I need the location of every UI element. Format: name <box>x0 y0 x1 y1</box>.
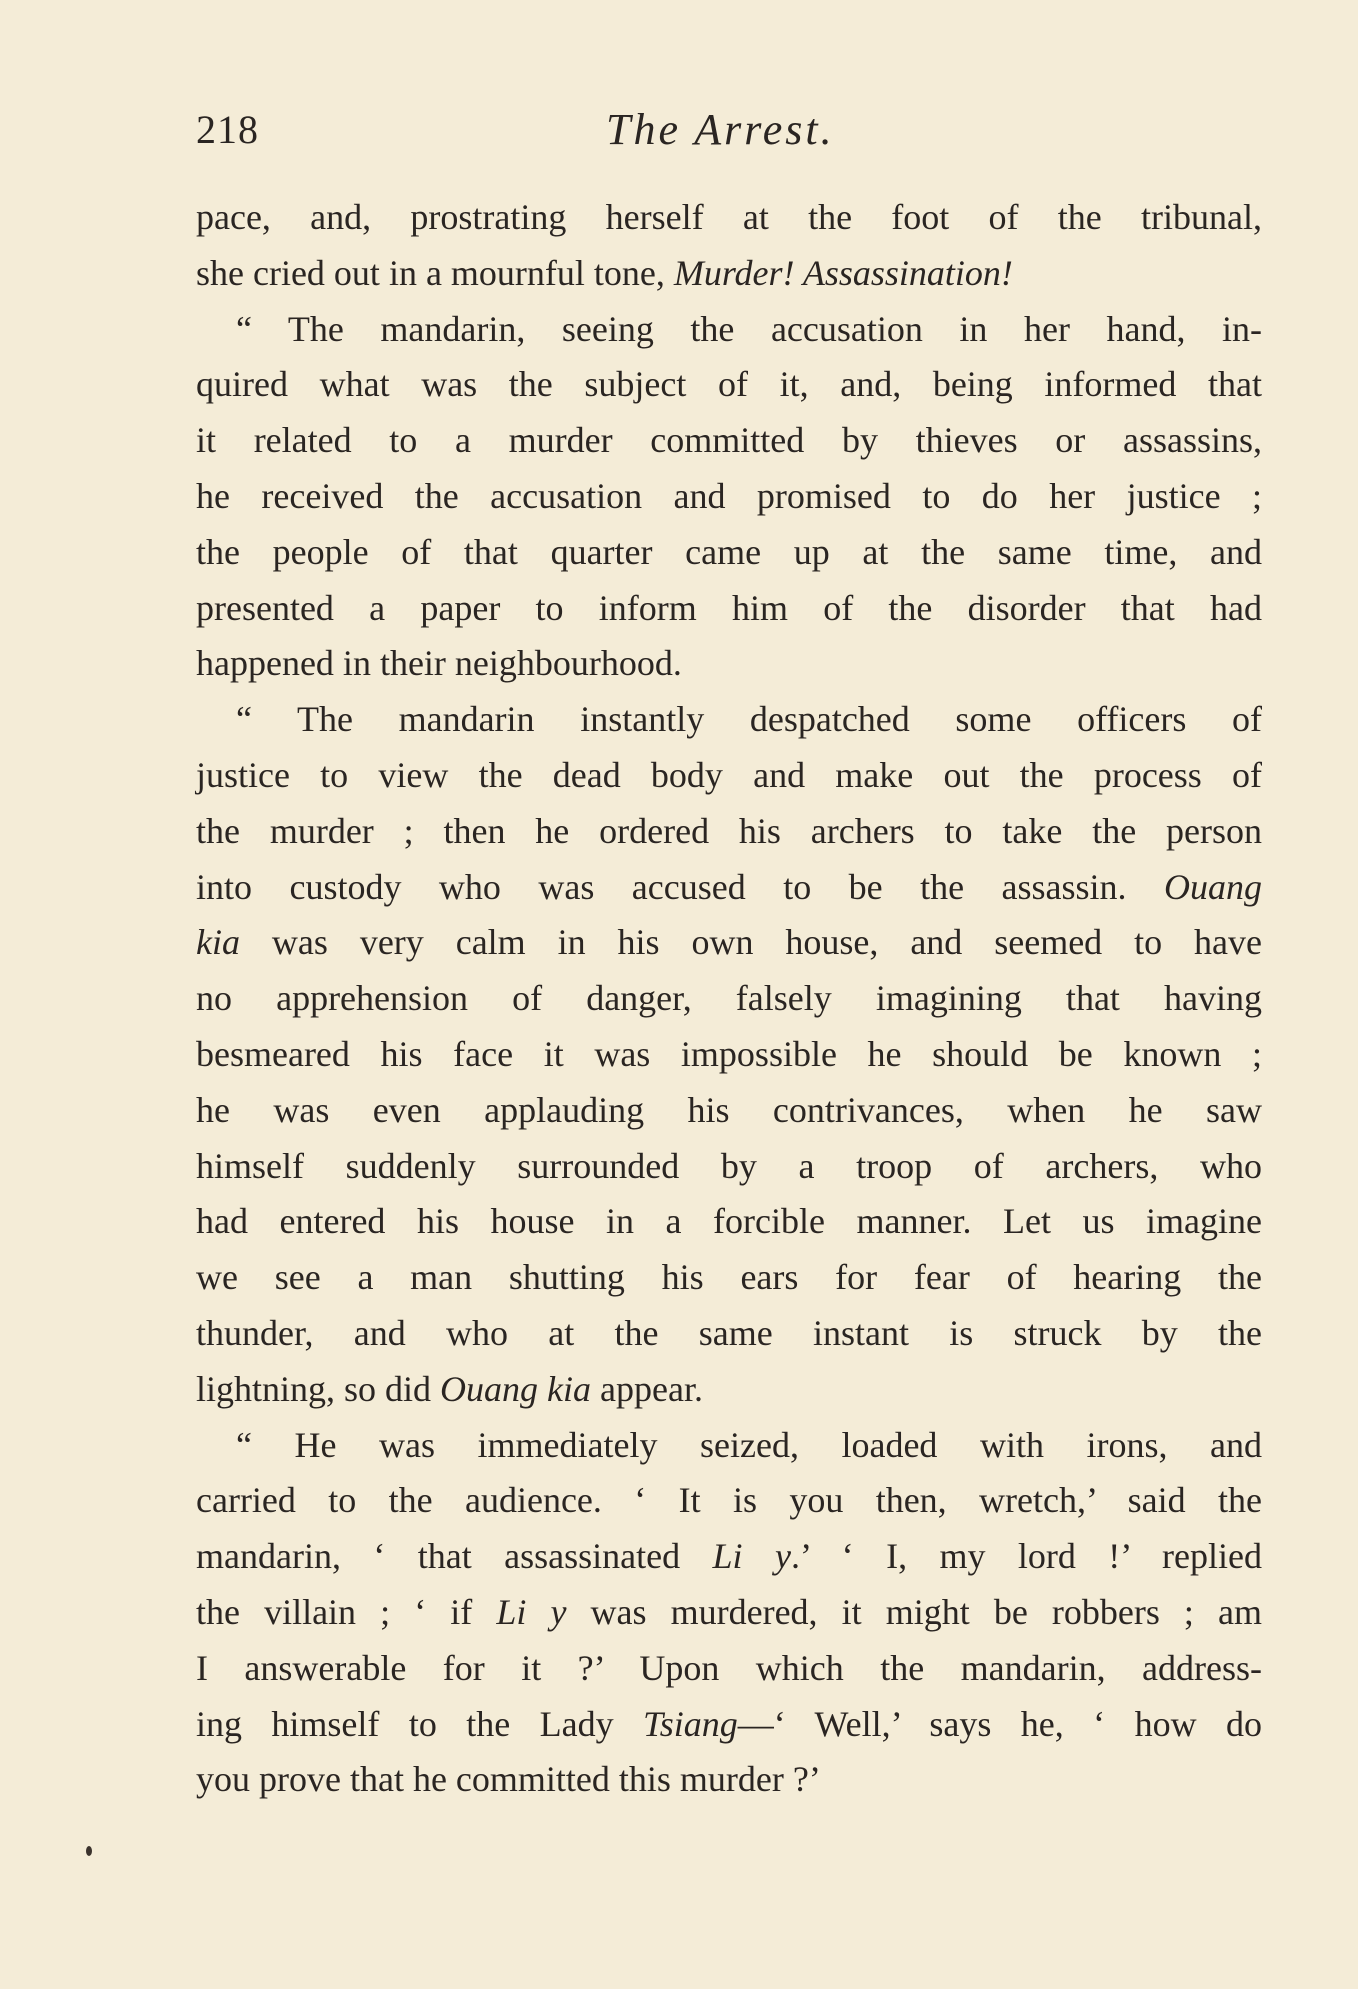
text-line: I answerable for it ?’ Upon which the mandarin, address- <box>196 1647 1262 1688</box>
text-line: the murder ; then he ordered his archers to take the person <box>196 810 1262 851</box>
text-line: himself suddenly surrounded by a troop of archers, who <box>196 1145 1262 1186</box>
page-number: 218 <box>196 107 259 152</box>
text-line: you prove that he committed this murder ?’ <box>196 1759 821 1800</box>
paragraph-4 <box>196 1418 1262 1809</box>
text-line: she cried out in a mournful tone, Murder! Assassination! <box>196 252 1013 293</box>
text-line: he received the accusation and promised to do her justice ; <box>196 475 1262 516</box>
name-italic: Ouang <box>1164 866 1262 907</box>
body-text <box>196 190 1262 1808</box>
text-line: had entered his house in a forcible manner. Let us imagine <box>196 1201 1262 1242</box>
paragraph-1 <box>196 190 1262 302</box>
text-line: carried to the audience. ‘ It is you then, wretch,’ said the <box>196 1480 1262 1521</box>
text-line: ing himself to the Lady Tsiang—‘ Well,’ says he, ‘ how do <box>196 1703 1262 1744</box>
name-italic: Ouang kia <box>440 1368 592 1409</box>
text-line: we see a man shutting his ears for fear of hearing the <box>196 1257 1262 1298</box>
text-line: no apprehension of danger, falsely imagining that having <box>196 978 1262 1019</box>
running-title: The Arrest. <box>606 105 835 154</box>
text-line: quired what was the subject of it, and, being informed that <box>196 364 1262 405</box>
name-italic: Li y <box>712 1536 791 1577</box>
text-line: kia was very calm in his own house, and seemed to have <box>196 922 1262 963</box>
name-italic: kia <box>196 922 240 963</box>
text-line: justice to view the dead body and make out the process of <box>196 754 1262 795</box>
text-line: presented a paper to inform him of the disorder that had <box>196 587 1262 628</box>
text-line: happened in their neighbourhood. <box>196 643 682 684</box>
text-line: the people of that quarter came up at the same time, and <box>196 531 1262 572</box>
paragraph-2 <box>196 302 1262 693</box>
text-line: “ He was immediately seized, loaded with irons, and <box>236 1424 1262 1465</box>
text-line: thunder, and who at the same instant is struck by the <box>196 1312 1262 1353</box>
text-line: he was even applauding his contrivances, when he saw <box>196 1089 1262 1130</box>
text-line: into custody who was accused to be the assassin. Ouang <box>196 866 1262 907</box>
ink-speck <box>86 1846 92 1856</box>
text-line: mandarin, ‘ that assassinated Li y.’ ‘ I, my lord !’ replied <box>196 1536 1262 1577</box>
name-italic: Tsiang <box>643 1703 738 1744</box>
text-line: the villain ; ‘ if Li y was murdered, it might be robbers ; am <box>196 1591 1262 1632</box>
name-italic: Li y <box>496 1591 567 1632</box>
text-line: lightning, so did Ouang kia appear. <box>196 1368 703 1409</box>
text-line: besmeared his face it was impossible he should be known ; <box>196 1033 1262 1074</box>
text-line: it related to a murder committed by thieves or assassins, <box>196 420 1262 461</box>
paragraph-3 <box>196 692 1262 1417</box>
text-line: “ The mandarin, seeing the accusation in her hand, in- <box>236 308 1262 349</box>
text-line: “ The mandarin instantly despatched some officers of <box>236 699 1262 740</box>
exclamation-italic: Murder! Assassination! <box>673 252 1013 293</box>
text-line: pace, and, prostrating herself at the foot of the tribunal, <box>196 197 1262 237</box>
page-header <box>196 100 1262 160</box>
